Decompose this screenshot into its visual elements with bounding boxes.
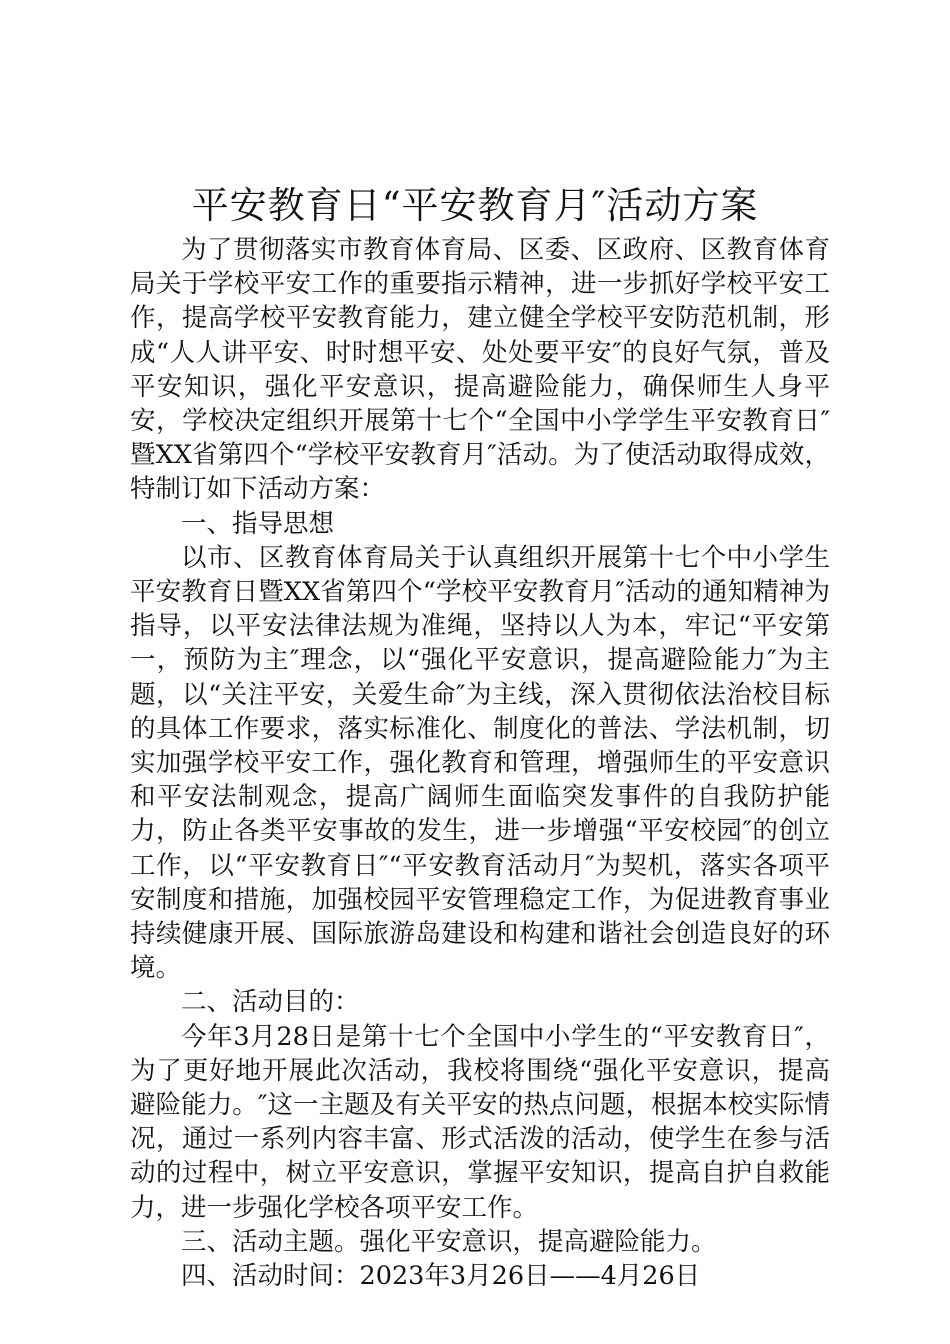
activity-purpose-paragraph: 今年3月28日是第十七个全国中小学生的“平安教育日″，为了更好地开展此次活动，我校将围绕“强化平安意识，提高避险能力。″这一主题及有关平安的热点问题，根据本校实际情况，通过一系列内容丰富、形式活泼的活动，使学生在参与活动的过程中，树立平安意识，掌握平安知识，提高自护自救能力，进一步强化学校各项平安工作。 — [130, 1021, 830, 1223]
section-heading-activity-purpose: 二、活动目的： — [181, 987, 360, 1018]
section-heading-activity-time: 四、活动时间：2023年3月26日——4月26日 — [181, 1261, 701, 1292]
document-title: 平安教育日“平安教育月″活动方案 — [191, 184, 759, 227]
section-heading-activity-theme: 三、活动主题。强化平安意识，提高避险能力。 — [181, 1226, 717, 1257]
document-body — [130, 233, 830, 1293]
guiding-ideology-paragraph: 以市、区教育体育局关于认真组织开展第十七个中小学生平安教育日暨XX省第四个“学校平安教育月″活动的通知精神为指导，以平安法律法规为准绳，坚持以人为本，牢记“平安第一，预防为主″理念，以“强化平安意识，提高避险能力″为主题，以“关注平安，关爱生命″为主线，深入贯彻依法治校目标的具体工作要求，落实标准化、制度化的普法、学法机制，切实加强学校平安工作，强化教育和管理，增强师生的平安意识和平安法制观念，提高广阔师生面临突发事件的自我防护能力，防止各类平安事故的发生，进一步增强“平安校园″的创立工作，以“平安教育日″“平安教育活动月″为契机，落实各项平安制度和措施，加强校园平安管理稳定工作，为促进教育事业持续健康开展、国际旅游岛建设和构建和谐社会创造良好的环境。 — [130, 542, 830, 984]
intro-paragraph: 为了贯彻落实市教育体育局、区委、区政府、区教育体育局关于学校平安工作的重要指示精神，进一步抓好学校平安工作，提高学校平安教育能力，建立健全学校平安防范机制，形成“人人讲平安、时时想平安、处处要平安″的良好气氛，普及平安知识，强化平安意识，提高避险能力，确保师生人身平安，学校决定组织开展第十七个“全国中小学学生平安教育日″暨XX省第四个“学校平安教育月″活动。为了使活动取得成效，特制订如下活动方案： — [130, 235, 830, 505]
section-heading-guiding-ideology: 一、指导思想 — [181, 508, 335, 539]
